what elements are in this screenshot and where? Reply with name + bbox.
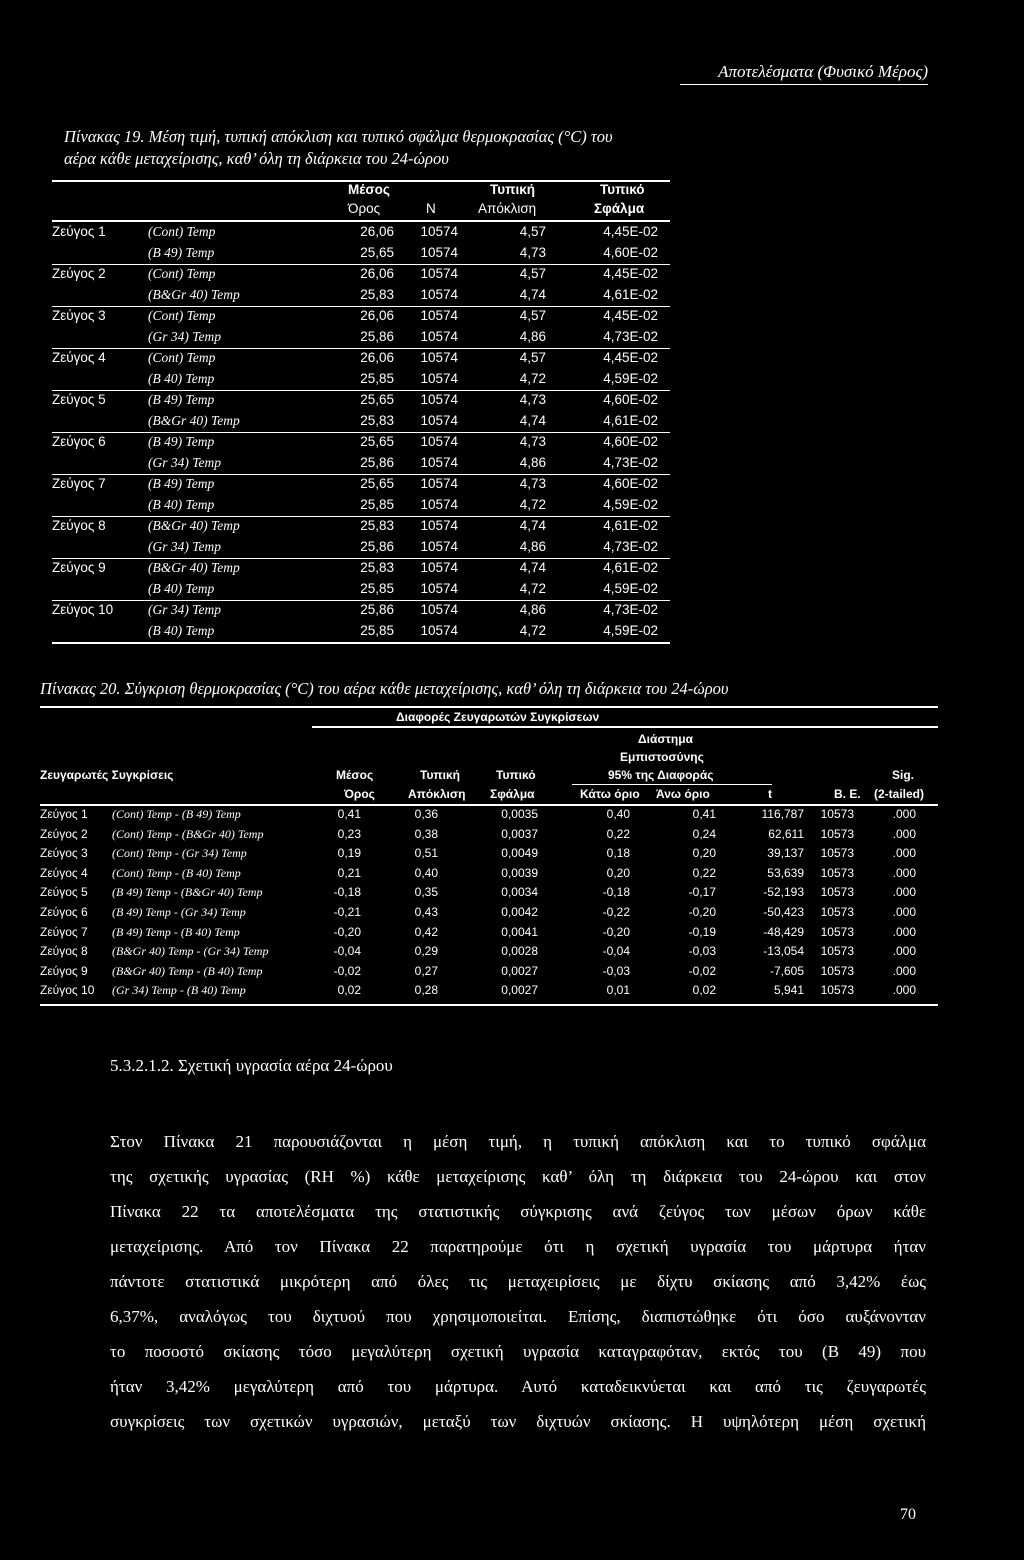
table20-header-upper: Άνω όριο — [656, 787, 710, 801]
table19-cell: 10574 — [420, 538, 458, 554]
table20-cell: 0,40 — [414, 865, 438, 880]
table19-caption-line2: αέρα κάθε μεταχείρισης, καθ’ όλη τη διάρκεια του 24-ώρου — [64, 149, 449, 168]
paragraph-line: μεταχείρισης. Από τον Πίνακα 22 παρατηρούμε ότι η σχετική υγρασία του μάρτυρα ήταν — [110, 1237, 926, 1256]
table19-treatment: (B 40) Temp — [148, 622, 215, 638]
table20-header-df: Β. Ε. — [834, 787, 861, 801]
table20-top-rule — [40, 706, 938, 708]
table20-cell: 0,0035 — [501, 807, 538, 821]
table19-pair-label: Ζεύγος 1 — [52, 224, 106, 239]
table19-treatment: (B 49) Temp — [148, 476, 215, 491]
table20-cell: -0,02 — [688, 963, 716, 978]
paragraph-line: ήταν 3,42% μεγαλύτερη από του μάρτυρα. Αυτό καταδεικνύεται και από τις ζευγαρωτές — [110, 1377, 926, 1396]
table20-cell: -0,18 — [333, 885, 361, 900]
table20-cell: -52,193 — [763, 885, 804, 900]
table20-cell: -0,17 — [688, 885, 716, 900]
table19-treatment: (B&Gr 40) Temp — [148, 412, 240, 428]
table20-cell: 10573 — [820, 905, 854, 919]
table19-pair-label: Ζεύγος 6 — [52, 434, 106, 449]
table19-pair-label: Ζεύγος 2 — [52, 266, 106, 281]
table20-pair-label: Ζεύγος 9 — [40, 963, 88, 978]
header-underline — [680, 84, 928, 85]
table19-treatment: (B 40) Temp — [148, 370, 215, 386]
table20-cell: -0,20 — [333, 924, 361, 939]
table20-cell: -0,21 — [333, 905, 361, 919]
table19-cell: 10574 — [420, 350, 458, 365]
table19-cell: 4,72 — [519, 370, 546, 386]
table20 — [40, 700, 940, 1000]
table20-cell: -0,04 — [333, 944, 361, 959]
table19-cell: 4,86 — [519, 538, 546, 554]
table19-cell: 25,65 — [360, 434, 394, 449]
table19 — [52, 174, 672, 638]
table20-cell: 0,02 — [337, 983, 361, 998]
table19-header-n: N — [426, 201, 436, 216]
table20-cell: 0,20 — [692, 846, 716, 861]
table19-header-sd: Τυπική — [490, 182, 535, 197]
table19-cell: 4,59E-02 — [603, 622, 658, 638]
section-heading: 5.3.2.1.2. Σχετική υγρασία αέρα 24-ώρου — [110, 1056, 393, 1075]
page-header: Αποτελέσματα (Φυσικό Μέρος) — [560, 62, 928, 82]
table20-comparison: (B 49) Temp - (B&Gr 40) Temp — [112, 885, 263, 900]
table19-treatment: (Cont) Temp — [148, 350, 216, 365]
table19-cell: 4,57 — [519, 266, 546, 281]
table19-cell: 10574 — [420, 622, 458, 638]
table20-cell: .000 — [892, 963, 916, 978]
table20-cell: -0,04 — [602, 944, 630, 959]
table19-cell: 25,85 — [360, 496, 394, 512]
table20-pair-label: Ζεύγος 2 — [40, 826, 88, 841]
table20-cell: .000 — [892, 846, 916, 861]
table20-cell: -0,03 — [688, 944, 716, 959]
table20-comparison: (Gr 34) Temp - (B 40) Temp — [112, 983, 246, 998]
table20-cell: -7,605 — [769, 963, 804, 978]
table19-cell: 10574 — [420, 370, 458, 386]
table19-cell: 4,45E-02 — [603, 266, 658, 281]
table19-cell: 4,59E-02 — [603, 370, 658, 386]
table19-cell: 4,61E-02 — [603, 560, 658, 575]
table19-cell: 4,74 — [519, 412, 546, 428]
table20-cell: 0,42 — [414, 924, 438, 939]
table19-treatment: (B&Gr 40) Temp — [148, 286, 240, 302]
table20-header-rule — [40, 804, 938, 806]
paragraph-line: Στον Πίνακα 21 παρουσιάζονται η μέση τιμή, η τυπική απόκλιση και το τυπικό σφάλμα — [110, 1132, 926, 1151]
table20-cell: 0,0042 — [501, 905, 538, 919]
table19-cell: 4,59E-02 — [603, 496, 658, 512]
table19-header-mean-2: Όρος — [348, 201, 381, 216]
table19-cell: 4,73 — [519, 434, 546, 449]
table19-pair-label: Ζεύγος 9 — [52, 560, 106, 575]
table20-cell: 0,51 — [414, 846, 438, 861]
table20-cell: 0,0039 — [501, 865, 538, 880]
table20-cell: 0,19 — [337, 846, 361, 861]
table19-treatment: (Gr 34) Temp — [148, 602, 222, 617]
table19-cell: 4,74 — [519, 518, 546, 533]
table20-header-sd-2: Απόκλιση — [408, 787, 466, 801]
paragraph-line: Πίνακα 22 τα αποτελέσματα της στατιστικής σύγκρισης ανά ζεύγος των μέσων όρων κάθε — [110, 1202, 926, 1221]
table19-cell: 10574 — [420, 580, 458, 596]
table19-cell: 4,57 — [519, 308, 546, 323]
table20-pair-label: Ζεύγος 6 — [40, 905, 88, 919]
table20-pair-label: Ζεύγος 1 — [40, 807, 88, 821]
table20-header-sig-2: (2-tailed) — [874, 787, 925, 801]
table20-cell: -0,20 — [602, 924, 630, 939]
table20-cell: 0,21 — [337, 865, 361, 880]
table19-cell: 10574 — [420, 602, 458, 617]
table20-comparison: (Cont) Temp - (B 49) Temp — [112, 807, 241, 821]
table19-cell: 4,74 — [519, 286, 546, 302]
table19-cell: 10574 — [420, 224, 458, 239]
table20-header-se: Τυπικό — [496, 768, 536, 782]
table20-cell: 0,40 — [606, 807, 630, 821]
table20-cell: -13,054 — [763, 944, 804, 959]
table19-treatment: (B 49) Temp — [148, 244, 215, 260]
table20-cell: 0,43 — [414, 905, 438, 919]
table19-cell: 10574 — [420, 286, 458, 302]
table20-cell: 62,611 — [768, 826, 804, 841]
table20-cell: .000 — [892, 944, 916, 959]
table20-cell: 0,0027 — [501, 983, 538, 998]
table20-cell: .000 — [892, 885, 916, 900]
table20-cell: 39,137 — [767, 846, 804, 861]
table20-cell: .000 — [892, 905, 916, 919]
table19-cell: 25,85 — [360, 370, 394, 386]
table20-cell: 116,787 — [761, 807, 804, 821]
table20-cell: 10573 — [820, 963, 854, 978]
table20-pair-label: Ζεύγος 8 — [40, 944, 88, 959]
table20-cell: 10573 — [820, 846, 854, 861]
table19-treatment: (Gr 34) Temp — [148, 328, 222, 344]
table19-group-rule — [52, 642, 670, 644]
table19-cell: 25,83 — [360, 286, 394, 302]
table20-pair-label: Ζεύγος 5 — [40, 885, 88, 900]
table19-cell: 25,65 — [360, 476, 394, 491]
table20-ci-1: Διάστημα — [638, 732, 693, 746]
table20-cell: 0,22 — [606, 826, 630, 841]
table19-cell: 10574 — [420, 266, 458, 281]
table19-cell: 4,73E-02 — [603, 454, 658, 470]
table20-bottom-rule — [40, 1004, 938, 1006]
table20-cell: -0,22 — [602, 905, 630, 919]
table19-cell: 26,06 — [360, 266, 394, 281]
table20-header-t: t — [768, 787, 772, 801]
table19-cell: 4,73 — [519, 476, 546, 491]
table20-cell: 0,28 — [414, 983, 438, 998]
table19-cell: 25,83 — [360, 412, 394, 428]
table19-header-se: Τυπικό — [600, 182, 645, 197]
table19-caption — [64, 126, 944, 170]
table20-cell: 0,0037 — [501, 826, 538, 841]
table20-cell: 10573 — [820, 826, 854, 841]
paragraph-line: συγκρίσεις των σχετικών υγρασιών, μεταξύ των διχτυών σκίασης. Η υψηλότερη μέση σχετική — [110, 1412, 926, 1431]
table19-cell: 25,83 — [360, 518, 394, 533]
table20-cell: 0,22 — [692, 865, 716, 880]
table19-treatment: (B 49) Temp — [148, 392, 215, 407]
table20-cell: -0,18 — [602, 885, 630, 900]
table20-pair-label: Ζεύγος 7 — [40, 924, 88, 939]
table19-pair-label: Ζεύγος 8 — [52, 518, 106, 533]
table20-cell: 0,41 — [337, 807, 361, 821]
body-paragraph — [110, 1124, 926, 1439]
paragraph-line: πάντοτε στατιστικά μικρότερη από όλες τις μεταχειρίσεις με δίχτυ σκίασης από 3,42% έως — [110, 1272, 926, 1291]
table20-cell: 10573 — [820, 944, 854, 959]
table19-treatment: (B 40) Temp — [148, 496, 215, 512]
paragraph-line: 6,37%, αναλόγως του διχτυού που χρησιμοποιείται. Επίσης, διαπιστώθηκε ότι όσο αυξάνονταν — [110, 1307, 926, 1326]
table20-cell: 0,38 — [414, 826, 438, 841]
table20-cell: 0,18 — [606, 846, 630, 861]
table19-cell: 4,73E-02 — [603, 602, 658, 617]
table19-cell: 4,73 — [519, 244, 546, 260]
table20-cell: 0,0034 — [501, 885, 538, 900]
table19-cell: 10574 — [420, 476, 458, 491]
table20-group-title: Διαφορές Ζευγαρωτών Συγκρίσεων — [396, 710, 600, 724]
table19-header-mean: Μέσος — [348, 182, 390, 197]
table20-cell: 0,0028 — [501, 944, 538, 959]
table19-treatment: (Gr 34) Temp — [148, 538, 222, 554]
table20-pair-label: Ζεύγος 4 — [40, 865, 88, 880]
table19-cell: 4,61E-02 — [603, 286, 658, 302]
table20-cell: 10573 — [820, 983, 854, 998]
table19-pair-label: Ζεύγος 4 — [52, 350, 106, 365]
table20-comparison: (B&Gr 40) Temp - (Gr 34) Temp — [112, 944, 269, 959]
table20-cell: 0,41 — [692, 807, 716, 821]
table20-cell: 0,27 — [414, 963, 438, 978]
table19-cell: 10574 — [420, 392, 458, 407]
table19-cell: 4,60E-02 — [603, 244, 658, 260]
table19-cell: 10574 — [420, 454, 458, 470]
table20-comparison: (Cont) Temp - (B&Gr 40) Temp — [112, 826, 264, 841]
table20-header-mean-2: Όρος — [344, 787, 375, 801]
table19-cell: 4,60E-02 — [603, 434, 658, 449]
table20-cell: 10573 — [820, 885, 854, 900]
table19-cell: 4,73 — [519, 392, 546, 407]
table19-cell: 26,06 — [360, 350, 394, 365]
table20-cell: 10573 — [820, 807, 854, 821]
table19-cell: 4,60E-02 — [603, 392, 658, 407]
table19-cell: 4,72 — [519, 580, 546, 596]
table20-pair-label: Ζεύγος 3 — [40, 846, 88, 861]
table20-cell: 0,0027 — [501, 963, 538, 978]
table20-cell: 0,23 — [337, 826, 361, 841]
table20-cell: 0,20 — [606, 865, 630, 880]
table20-cell: 0,35 — [414, 885, 438, 900]
table20-cell: 0,0041 — [501, 924, 538, 939]
table19-header-se-2: Σφάλμα — [594, 201, 645, 216]
table20-header-sd: Τυπική — [420, 768, 460, 782]
table19-cell: 4,61E-02 — [603, 518, 658, 533]
table20-cell: -0,19 — [688, 924, 716, 939]
table20-cell: 5,941 — [773, 983, 804, 998]
table20-cell: 53,639 — [767, 865, 804, 880]
table19-cell: 4,57 — [519, 350, 546, 365]
table19-caption-line1: Πίνακας 19. Μέση τιμή, τυπική απόκλιση και τυπικό σφάλμα θερμοκρασίας (°C) του — [64, 127, 613, 146]
table20-ci-3: 95% της Διαφοράς — [608, 768, 714, 782]
table19-header-sd-2: Απόκλιση — [478, 201, 537, 216]
table20-cell: 0,36 — [414, 807, 438, 821]
table20-caption: Πίνακας 20. Σύγκριση θερμοκρασίας (°C) του αέρα κάθε μεταχείρισης, καθ’ όλη τη διάρκεια του 24-ώρου — [40, 679, 729, 698]
table20-comparison: (B&Gr 40) Temp - (B 40) Temp — [112, 963, 263, 978]
table19-cell: 4,60E-02 — [603, 476, 658, 491]
table20-comparison: (Cont) Temp - (B 40) Temp — [112, 865, 241, 880]
table20-cell: .000 — [892, 924, 916, 939]
table19-cell: 4,45E-02 — [603, 350, 658, 365]
page-number: 70 — [900, 1506, 916, 1523]
table19-cell: 10574 — [420, 434, 458, 449]
table19-cell: 4,45E-02 — [603, 224, 658, 239]
table20-cell: 0,0049 — [501, 846, 538, 861]
table19-cell: 26,06 — [360, 224, 394, 239]
table19-treatment: (Gr 34) Temp — [148, 454, 222, 470]
table20-ci-2: Εμπιστοσύνης — [620, 750, 704, 764]
table19-cell: 25,86 — [360, 454, 394, 470]
table19-treatment: (B&Gr 40) Temp — [148, 560, 240, 575]
table20-cell: -48,429 — [763, 924, 804, 939]
table20-cell: 0,29 — [414, 944, 438, 959]
table19-pair-label: Ζεύγος 10 — [52, 602, 114, 617]
table19-cell: 10574 — [420, 496, 458, 512]
table20-comparison: (Cont) Temp - (Gr 34) Temp — [112, 846, 247, 861]
table19-cell: 10574 — [420, 328, 458, 344]
table20-header-comparisons: Ζευγαρωτές Συγκρίσεις — [40, 768, 174, 782]
table19-cell: 10574 — [420, 308, 458, 323]
table19-cell: 4,86 — [519, 454, 546, 470]
table20-cell: -0,03 — [602, 963, 630, 978]
table20-group-rule — [312, 726, 938, 728]
table19-cell: 4,73E-02 — [603, 328, 658, 344]
table20-pair-label: Ζεύγος 10 — [40, 983, 95, 998]
table19-cell: 25,65 — [360, 392, 394, 407]
table19-cell: 10574 — [420, 412, 458, 428]
paragraph-line: το ποσοστό σκίασης τόσο μεγαλύτερη σχετική υγρασία καταγραφόταν, εκτός του (B 49) που — [110, 1342, 926, 1361]
table20-ci-rule — [572, 784, 772, 785]
table20-cell: .000 — [892, 865, 916, 880]
table20-cell: .000 — [892, 807, 916, 821]
table20-comparison: (B 49) Temp - (B 40) Temp — [112, 924, 240, 939]
table19-pair-label: Ζεύγος 5 — [52, 392, 106, 407]
table19-pair-label: Ζεύγος 7 — [52, 476, 106, 491]
table20-cell: .000 — [892, 983, 916, 998]
table19-treatment: (B&Gr 40) Temp — [148, 518, 240, 533]
table19-cell: 4,57 — [519, 224, 546, 239]
table19-cell: 4,72 — [519, 622, 546, 638]
table19-cell: 4,59E-02 — [603, 580, 658, 596]
table19-cell: 4,73E-02 — [603, 538, 658, 554]
table20-header-mean: Μέσος — [336, 768, 374, 782]
table19-treatment: (Cont) Temp — [148, 308, 216, 323]
table20-comparison: (B 49) Temp - (Gr 34) Temp — [112, 905, 246, 919]
table19-cell: 25,86 — [360, 328, 394, 344]
table19-cell: 25,83 — [360, 560, 394, 575]
table19-pair-label: Ζεύγος 3 — [52, 308, 106, 323]
table19-cell: 26,06 — [360, 308, 394, 323]
table19-treatment: (B 49) Temp — [148, 434, 215, 449]
table19-cell: 10574 — [420, 244, 458, 260]
table19-cell: 25,86 — [360, 602, 394, 617]
table20-cell: 0,24 — [692, 826, 716, 841]
table19-cell: 25,86 — [360, 538, 394, 554]
table20-header-lower: Κάτω όριο — [580, 787, 640, 801]
table20-cell: 10573 — [820, 865, 854, 880]
table20-cell: .000 — [892, 826, 916, 841]
table19-header-rule — [52, 220, 670, 222]
table19-treatment: (B 40) Temp — [148, 580, 215, 596]
table19-treatment: (Cont) Temp — [148, 224, 216, 239]
table19-cell: 4,74 — [519, 560, 546, 575]
table19-cell: 4,61E-02 — [603, 412, 658, 428]
table20-header-sig: Sig. — [892, 768, 915, 782]
table19-cell: 4,45E-02 — [603, 308, 658, 323]
paragraph-line: της σχετικής υγρασίας (RH %) κάθε μεταχείρισης καθ’ όλη τη διάρκεια του 24-ώρου και στον — [110, 1167, 926, 1186]
table19-cell: 25,65 — [360, 244, 394, 260]
table19-treatment: (Cont) Temp — [148, 266, 216, 281]
table19-cell: 4,86 — [519, 602, 546, 617]
table19-cell: 10574 — [420, 518, 458, 533]
table19-cell: 4,72 — [519, 496, 546, 512]
table20-cell: 0,02 — [692, 983, 716, 998]
table20-cell: -50,423 — [763, 905, 804, 919]
table19-cell: 25,85 — [360, 622, 394, 638]
table20-header-se-2: Σφάλμα — [490, 787, 535, 801]
table19-cell: 4,86 — [519, 328, 546, 344]
table20-cell: 10573 — [820, 924, 854, 939]
table20-cell: 0,01 — [606, 983, 630, 998]
table20-cell: -0,20 — [688, 905, 716, 919]
table19-cell: 10574 — [420, 560, 458, 575]
table20-cell: -0,02 — [333, 963, 361, 978]
table19-cell: 25,85 — [360, 580, 394, 596]
